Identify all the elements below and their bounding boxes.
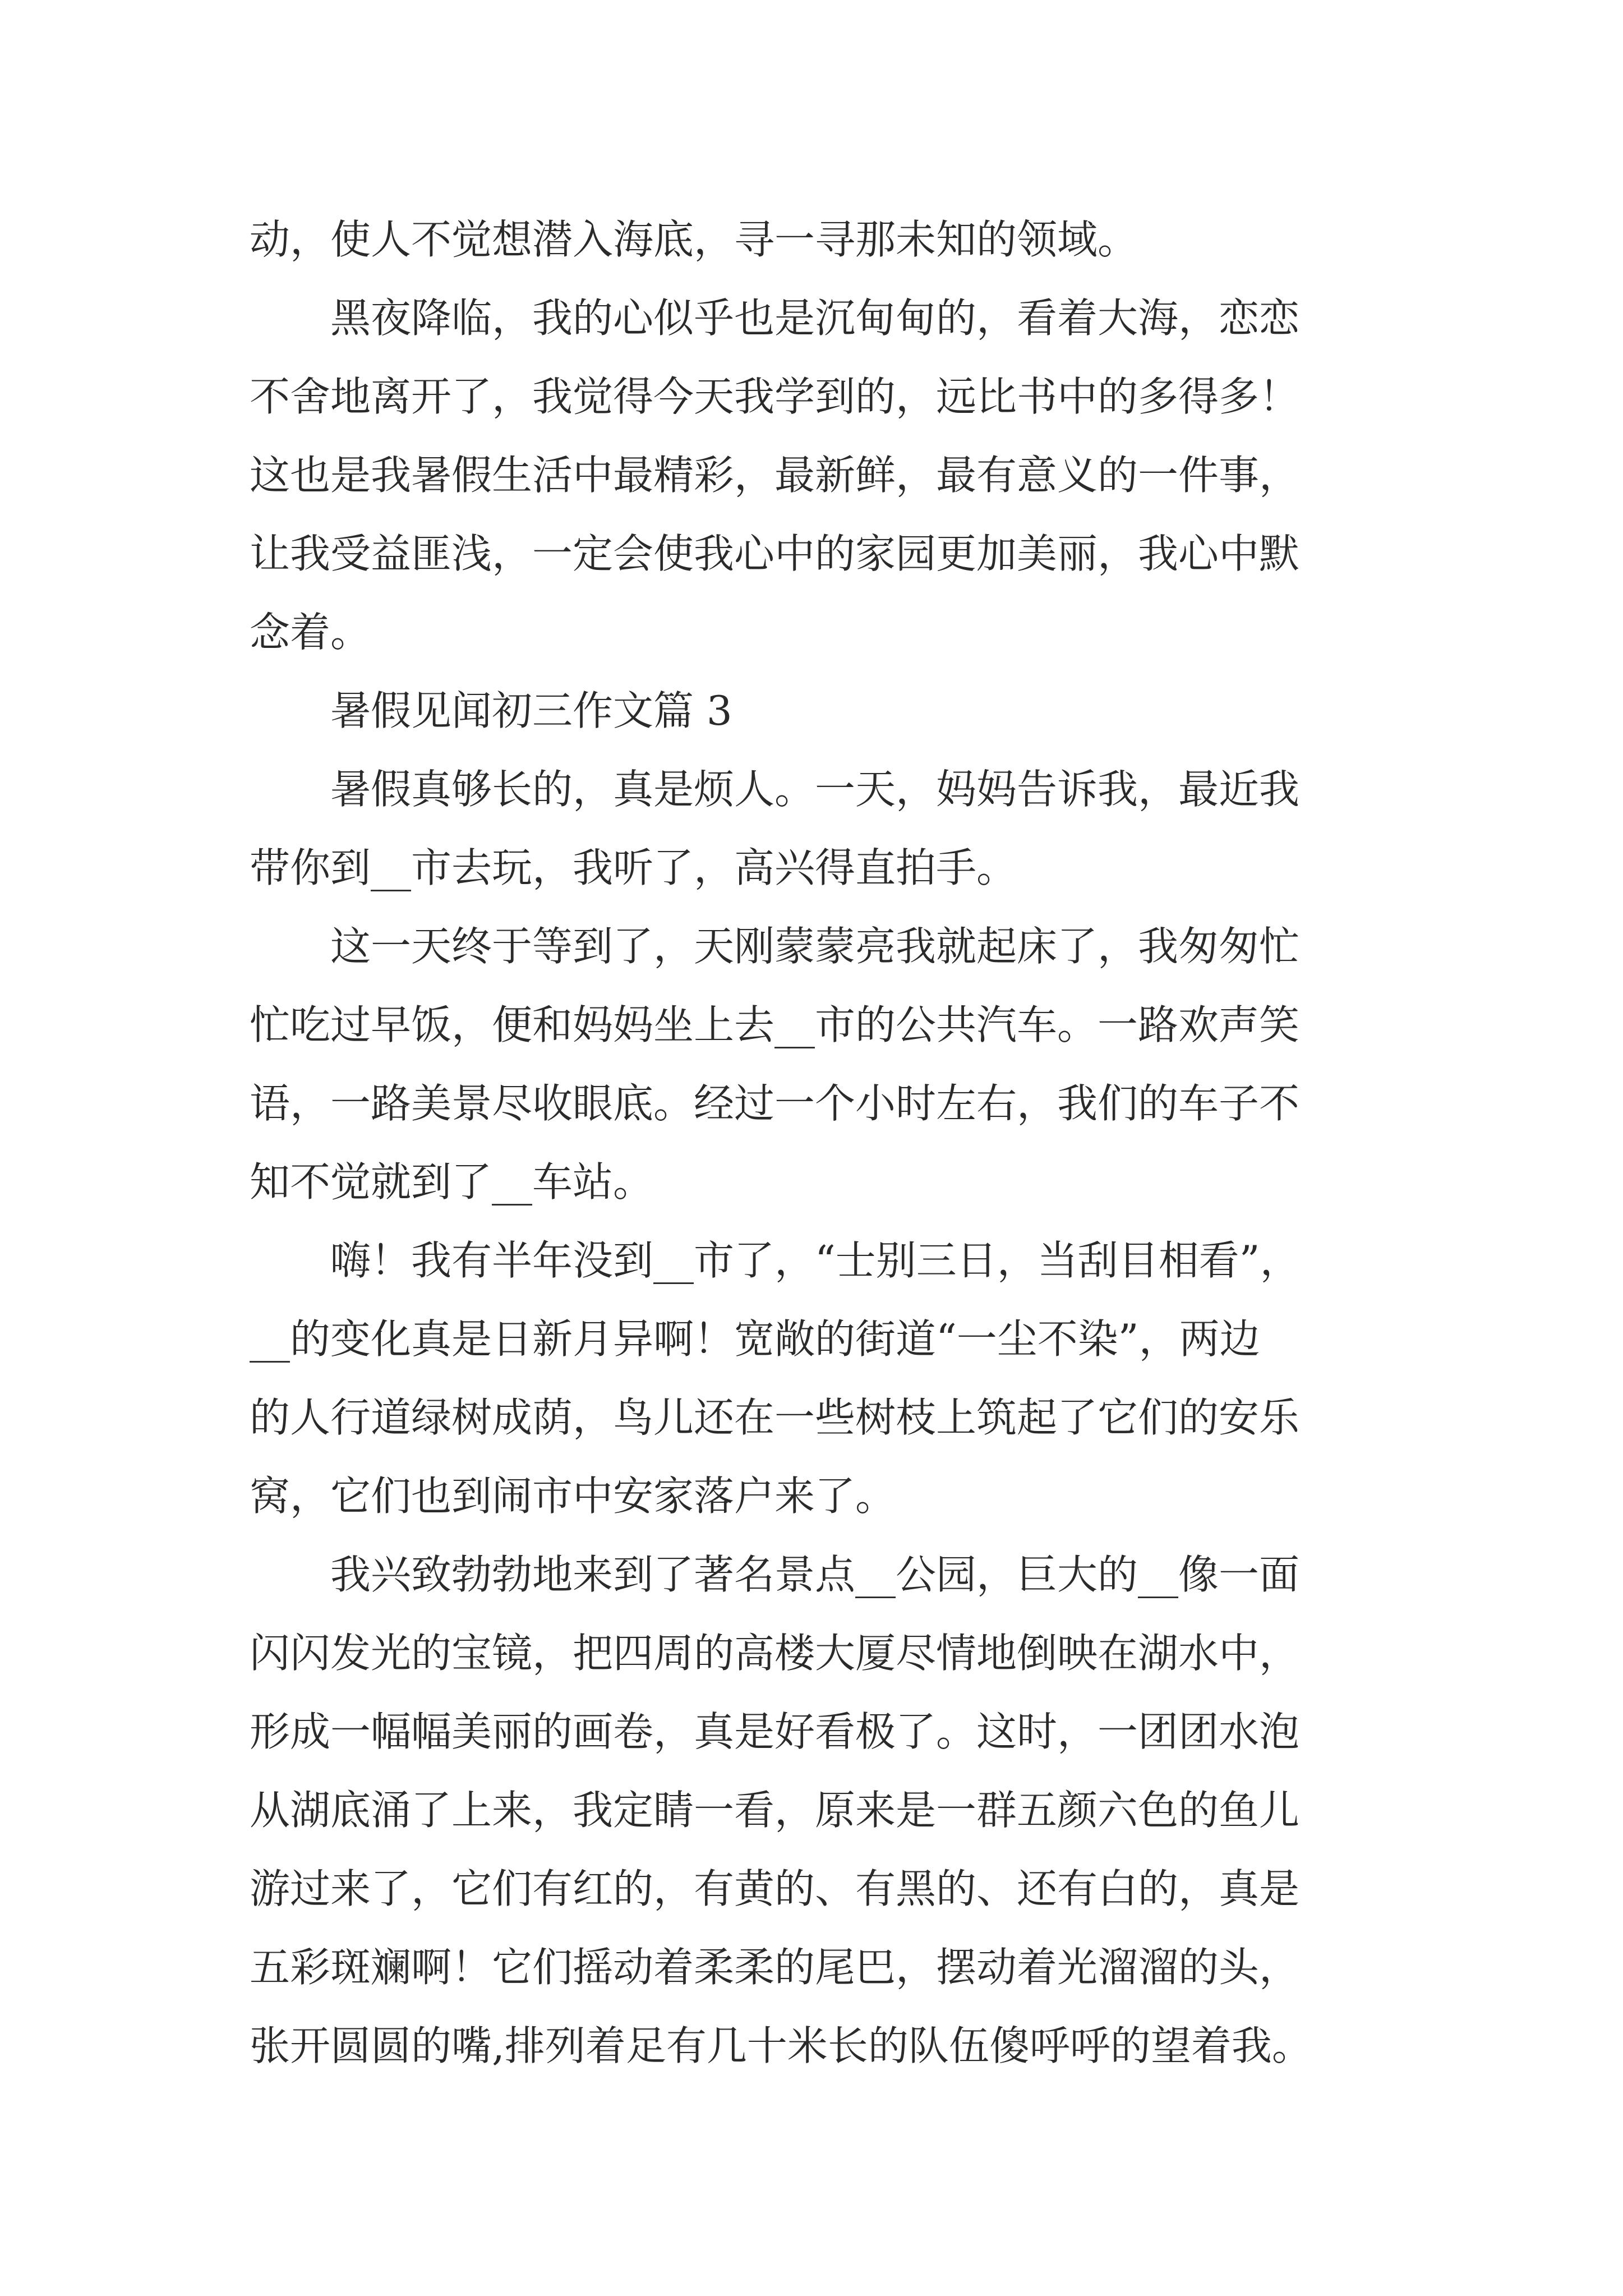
text-line: 这也是我暑假生活中最精彩，最新鲜，最有意义的一件事， [250, 452, 1300, 499]
text-line: 暑假真够长的，真是烦人。一天，妈妈告诉我，最近我 [250, 766, 1300, 813]
text-line: 闪闪发光的宝镜，把四周的高楼大厦尽情地倒映在湖水中， [250, 1630, 1300, 1677]
text-line: 这一天终于等到了，天刚蒙蒙亮我就起床了，我匆匆忙 [250, 923, 1300, 970]
text-line: __的变化真是日新月异啊！宽敞的街道“一尘不染”，两边 [250, 1315, 1260, 1363]
text-line: 形成一幅幅美丽的画卷，真是好看极了。这时，一团团水泡 [250, 1708, 1300, 1755]
text-line: 让我受益匪浅，一定会使我心中的家园更加美丽，我心中默 [250, 530, 1300, 577]
text-line: 知不觉就到了__车站。 [250, 1158, 654, 1205]
text-line: 五彩斑斓啊！它们摇动着柔柔的尾巴，摆动着光溜溜的头， [250, 1944, 1300, 1991]
text-line: 窝，它们也到闹市中安家落户来了。 [250, 1473, 896, 1520]
text-line: 嗨！我有半年没到__市了，“士别三日，当刮目相看”， [250, 1237, 1301, 1284]
text-line: 带你到__市去玩，我听了，高兴得直拍手。 [250, 844, 1017, 891]
text-line: 我兴致勃勃地来到了著名景点__公园，巨大的__像一面 [250, 1551, 1300, 1598]
text-line: 动，使人不觉想潜入海底，寻一寻那未知的领域。 [250, 216, 1138, 263]
text-line: 从湖底涌了上来，我定睛一看，原来是一群五颜六色的鱼儿 [250, 1787, 1300, 1834]
text-line: 游过来了，它们有红的，有黄的、有黑的、还有白的，真是 [250, 1865, 1300, 1912]
text-line: 张开圆圆的嘴,排列着足有几十米长的队伍傻呼呼的望着我。 [250, 2022, 1312, 2069]
text-line: 黑夜降临，我的心似乎也是沉甸甸的，看着大海，恋恋 [250, 295, 1300, 342]
text-line: 的人行道绿树成荫，鸟儿还在一些树枝上筑起了它们的安乐 [250, 1394, 1300, 1441]
text-line: 不舍地离开了，我觉得今天我学到的，远比书中的多得多！ [250, 373, 1300, 420]
text-line: 语，一路美景尽收眼底。经过一个小时左右，我们的车子不 [250, 1080, 1300, 1127]
section-heading: 暑假见闻初三作文篇 3 [250, 687, 732, 734]
text-line: 念着。 [250, 609, 371, 656]
text-line: 忙吃过早饭，便和妈妈坐上去__市的公共汽车。一路欢声笑 [250, 1001, 1300, 1048]
